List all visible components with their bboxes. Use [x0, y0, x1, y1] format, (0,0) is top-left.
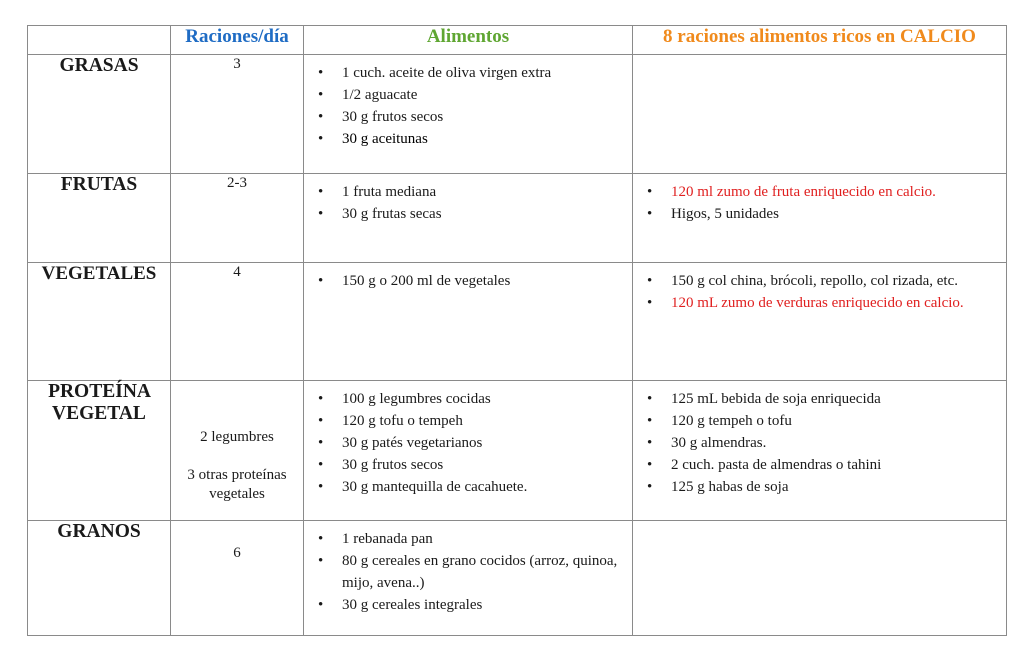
list-item: • 120 mL zumo de verduras enriquecido en calcio.: [633, 292, 1006, 314]
list-item: • 30 g frutos secos: [304, 454, 632, 476]
alimentos-cell: [304, 381, 633, 521]
list-item: • 100 g legumbres cocidas: [304, 388, 632, 410]
header-row: [28, 26, 1007, 55]
list-item: • 1 rebanada pan: [304, 528, 632, 550]
alimentos-cell: [304, 55, 633, 174]
list-item: • Higos, 5 unidades: [633, 203, 1006, 225]
category-cell: VEGETALES: [28, 263, 171, 381]
list-item: • 30 g frutas secas: [304, 203, 632, 225]
header-calcio: 8 raciones alimentos ricos en CALCIO: [633, 26, 1007, 55]
list-item: • 125 mL bebida de soja enriquecida: [633, 388, 1006, 410]
diet-table: [27, 25, 1007, 636]
list-item: • 30 g almendras.: [633, 432, 1006, 454]
list-item: • 1 cuch. aceite de oliva virgen extra: [304, 62, 632, 84]
category-line: VEGETAL: [52, 403, 146, 424]
alimentos-cell: [304, 263, 633, 381]
category-cell: FRUTAS: [28, 174, 171, 263]
calcio-cell: [633, 174, 1007, 263]
raciones-line: 3 otras proteínas: [187, 467, 287, 483]
raciones-cell: 4: [171, 263, 304, 381]
list-item: • 1 fruta mediana: [304, 181, 632, 203]
list-item: • 2 cuch. pasta de almendras o tahini: [633, 454, 1006, 476]
category-cell: [28, 381, 171, 521]
raciones-line: 2 legumbres: [200, 429, 274, 445]
calcio-cell: [633, 55, 1007, 174]
table-row: [28, 521, 1007, 636]
table-row: [28, 263, 1007, 381]
list-item: • 30 g aceitunas: [304, 128, 632, 150]
list-item: • 1/2 aguacate: [304, 84, 632, 106]
calcio-cell: [633, 521, 1007, 636]
header-alimentos: Alimentos: [304, 26, 633, 55]
raciones-cell: [171, 381, 304, 521]
table-row: [28, 381, 1007, 521]
alimentos-cell: [304, 174, 633, 263]
header-raciones: Raciones/día: [171, 26, 304, 55]
header-empty: [28, 26, 171, 55]
category-line: PROTEÍNA: [48, 381, 150, 402]
list-item: • 30 g mantequilla de cacahuete.: [304, 476, 632, 498]
raciones-cell: 2-3: [171, 174, 304, 263]
list-item: • 80 g cereales en grano cocidos (arroz, quinoa, mijo, avena..): [304, 550, 632, 594]
calcio-cell: [633, 381, 1007, 521]
raciones-line: vegetales: [209, 486, 265, 502]
list-item: • 120 g tempeh o tofu: [633, 410, 1006, 432]
list-item: • 120 g tofu o tempeh: [304, 410, 632, 432]
list-item: • 120 ml zumo de fruta enriquecido en calcio.: [633, 181, 1006, 203]
list-item: • 150 g col china, brócoli, repollo, col rizada, etc.: [633, 270, 1006, 292]
alimentos-cell: [304, 521, 633, 636]
calcio-cell: [633, 263, 1007, 381]
list-item: • 30 g patés vegetarianos: [304, 432, 632, 454]
category-cell: GRASAS: [28, 55, 171, 174]
table-row: [28, 55, 1007, 174]
raciones-cell: 3: [171, 55, 304, 174]
list-item: • 150 g o 200 ml de vegetales: [304, 270, 632, 292]
list-item: • 125 g habas de soja: [633, 476, 1006, 498]
raciones-cell: 6: [171, 521, 304, 636]
list-item: • 30 g cereales integrales: [304, 594, 632, 616]
list-item: • 30 g frutos secos: [304, 106, 632, 128]
table-row: [28, 174, 1007, 263]
category-cell: GRANOS: [28, 521, 171, 636]
